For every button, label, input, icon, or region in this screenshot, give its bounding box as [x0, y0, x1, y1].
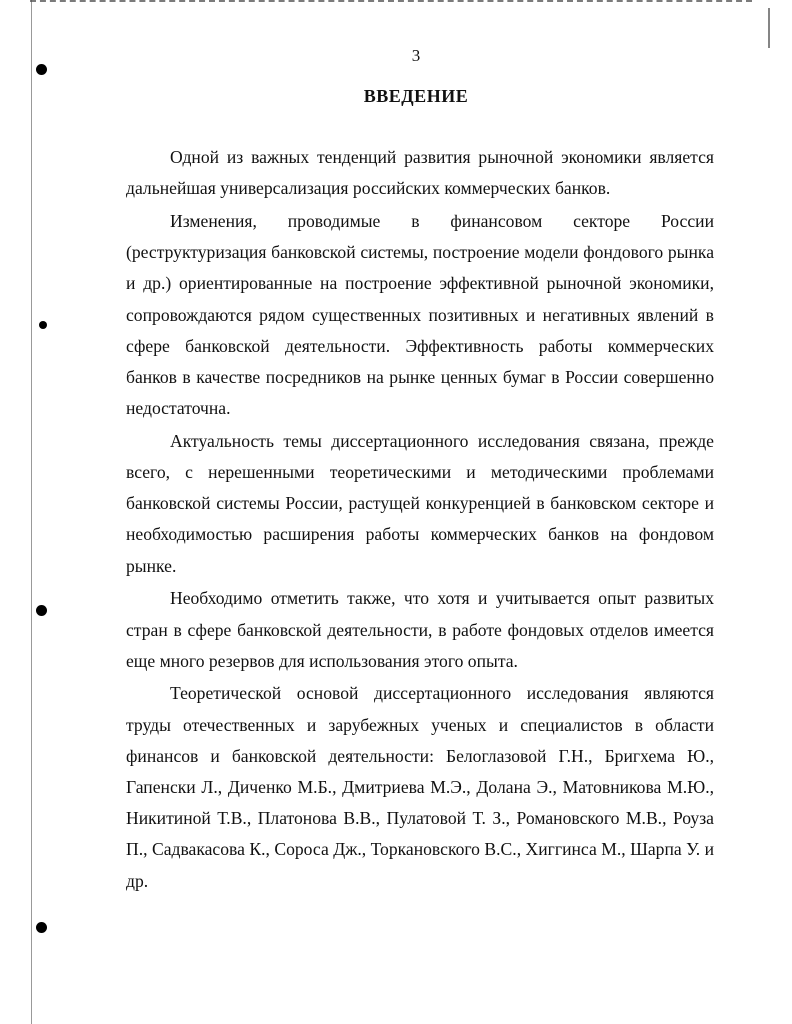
- scan-top-edge: [30, 0, 752, 6]
- paragraph: Актуальность темы диссертационного исследования связана, прежде всего, с нерешенными теоретическими и методическими проблемами банковской системы России, растущей конкуренцией в банковском секторе и необходимостью расширения работы коммерческих банков на фондовом рынке.: [126, 430, 714, 576]
- paragraph: Необходимо отметить также, что хотя и учитывается опыт развитых стран в сфере банковской деятельности, в работе фондовых отделов имеется еще много резервов для использования этого опыта.: [126, 588, 714, 671]
- section-title: ВВЕДЕНИЕ: [363, 86, 469, 106]
- scan-right-mark: [768, 8, 770, 48]
- scan-left-edge: [31, 0, 32, 1024]
- paragraph: Изменения, проводимые в финансовом секторе России (реструктуризация банковской системы, построение модели фондового рынка и др.) ориентированные на построение эффективной рыночной экономики, сопровождаются рядом существенных позитивных и негативных явлений в сфере банковской деятельности. Эффективность работы коммерческих банков в качестве посредников на рынке ценных бумаг в России совершенно недостаточна.: [126, 210, 714, 419]
- paragraph: Теоретической основой диссертационного исследования являются труды отечественных и зарубежных ученых и специалистов в области финансов и банковской деятельности: Белоглазовой Г.Н., Бригхема Ю., Гапенски Л., Диченко М.Б., Дмитриева М.Э., Долана Э., Матовникова М.Ю., Никитиной Т.В., Платонова В.В., Пулатовой Т. З., Романовского М.В., Роуза П., Садвакасова К., Сороса Дж., Торкановского В.С., Хиггинса М., Шарпа У. и др.: [126, 683, 714, 891]
- page-number: 3: [411, 46, 421, 65]
- binder-hole-mark: [39, 321, 47, 329]
- binder-hole-mark: [36, 605, 47, 616]
- binder-hole-mark: [36, 922, 47, 933]
- body-text: [126, 142, 714, 898]
- paragraph: Одной из важных тенденций развития рыночной экономики является дальнейшая универсализация российских коммерческих банков.: [126, 147, 714, 199]
